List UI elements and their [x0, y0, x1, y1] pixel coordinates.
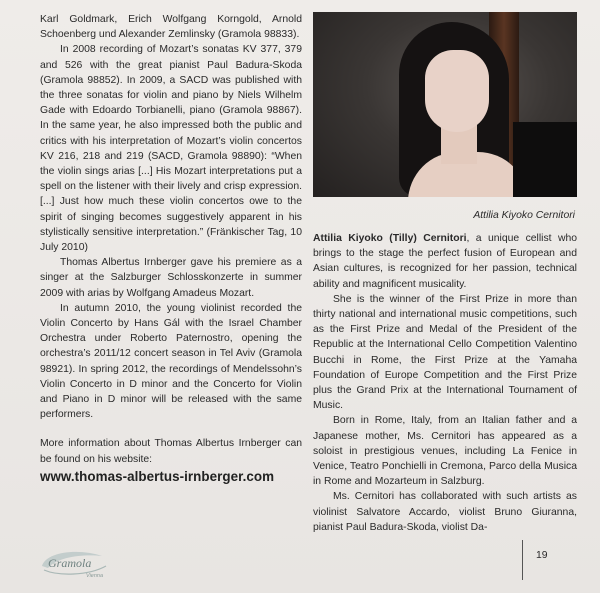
website-link[interactable]: www.thomas-albertus-irnberger.com: [40, 468, 275, 484]
dress-shape: [513, 122, 577, 197]
logo-wordmark: Gramola: [48, 556, 92, 570]
logo-subtext: Vienna: [86, 573, 104, 579]
bio-paragraph-3: Born in Rome, Italy, from an Italian father and a Japanese mother, Ms. Cernitori has appeared as a soloist in prestigious venues, including La Fenice in Venice, Teatro Ponchielli in Cremona, Parco della Musica in Rome and Mozarteum in Salzburg.: [313, 415, 577, 488]
paragraph-2: In 2008 recording of Mozart’s sonatas KV 377, 379 and 526 with the great pianist Paul Badura-Skoda (Gramola 98852). In 2009, a SACD was published with the three sonatas for violin and piano by Niels Wilhelm Gade with Edoardo Torbianelli, piano (Gramola 98867). In the same year, he also impressed both the public and critics with his interpretation of Mozart’s violin concertos KV 216, 218 and 219 (SACD, Gramola 98890): “When the violin sings arias [...] His Mozart interpretations put a spell on the listener with their lively and crisp expression. [...] Just how much these violin concertos owe to the spirit of singing becomes suggestively apparent in his stylistically sensitive interpretation.” (Fränkischer Tag, 10 July 2010): [40, 44, 302, 254]
paragraph-3: Thomas Albertus Irnberger gave his premiere as a singer at the Salzburger Schlosskonzerte in summer 2009 with arias by Wolfgang Amadeus Mozart.: [40, 257, 302, 299]
portrait-photo: [313, 12, 577, 197]
bio-paragraph-1: [313, 231, 577, 292]
paragraph-4: In autumn 2010, the young violinist recorded the Violin Concerto by Hans Gál with the Israel Chamber Orchestra under Roberto Paternostro, opening the orchestra’s 2011/12 concert season in Tel Aviv (Gramola 98921). In spring 2012, the recordings of Mendelssohn’s Violin Concerto in D minor and the Concerto for Violin and Piano in D minor will be released with the same performers.: [40, 302, 302, 421]
page-number: 19: [536, 550, 548, 561]
artist-name: Attilia Kiyoko (Tilly) Cernitori: [313, 233, 467, 244]
bio-paragraph-4: Ms. Cernitori has collaborated with such artists as violinist Salvatore Accardo, violist Bruno Giuranna, pianist Paul Badura-Skoda, violist Da-: [313, 491, 577, 533]
page-number-divider: [522, 540, 523, 580]
face-shape: [425, 50, 489, 132]
gramola-logo: [38, 546, 110, 580]
paragraph-1: Karl Goldmark, Erich Wolfgang Korngold, Arnold Schoenberg und Alexander Zemlinsky (Gramola 98833).: [40, 14, 302, 41]
bio-paragraph-2: She is the winner of the First Prize in more than thirty national and international music competitions, such as the First Prize and Medal of the President of the Republic at the International Cello Competition Valentino Bucchi in Rome, the First Prize at the Yamaha Foundation of Europe Competition and the First Prize plus the Grand Prix at the International Tournament of Music.: [313, 293, 577, 412]
bio-paragraph-1-rest: , a unique cellist who brings to the stage the perfect fusion of European and Asian cultures, is recognized for her passion, technical ability and magnificent musicality.: [313, 233, 578, 290]
photo-caption: Attilia Kiyoko Cernitori: [473, 210, 575, 221]
right-text-column: [313, 12, 577, 535]
bio-text: [313, 231, 577, 535]
left-text-column: [40, 12, 302, 486]
more-info-text: More information about Thomas Albertus Irnberger can be found on his website:: [40, 438, 302, 465]
